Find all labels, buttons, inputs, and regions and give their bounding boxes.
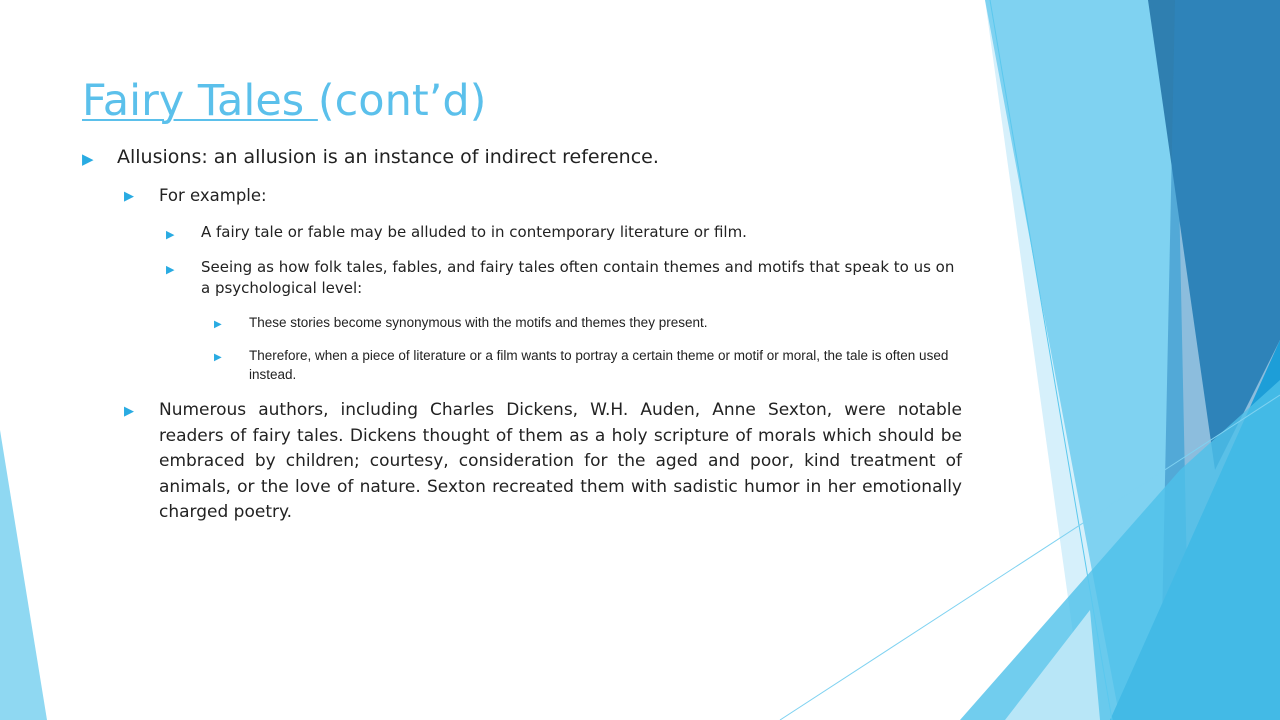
bullet-text: For example: — [159, 186, 267, 205]
slide-title — [82, 72, 486, 130]
bullet-text: These stories become synonymous with the motifs and themes they present. — [249, 315, 708, 330]
triangle-right-icon: ▶ — [214, 319, 222, 330]
triangle-right-icon: ▶ — [124, 404, 134, 419]
bullet-allusions — [82, 144, 962, 170]
triangle-right-icon: ▶ — [166, 228, 175, 241]
bullet-list — [82, 144, 962, 526]
triangle-right-icon: ▶ — [214, 352, 222, 363]
title-link[interactable]: Fairy Tales — [82, 76, 318, 126]
triangle-right-icon: ▶ — [166, 263, 175, 276]
bullet-text: Therefore, when a piece of literature or a film wants to portray a certain theme or motif or moral, the tale is often used instead. — [249, 348, 949, 382]
bullet-synonymous — [214, 313, 962, 332]
triangle-right-icon: ▶ — [82, 150, 94, 168]
triangle-right-icon: ▶ — [124, 189, 134, 204]
bullet-for-example — [124, 184, 962, 208]
bullet-therefore — [214, 346, 962, 384]
bullet-psychological — [166, 257, 962, 299]
bullet-text: Seeing as how folk tales, fables, and fairy tales often contain themes and motifs that speak to us on a psychological level: — [201, 258, 955, 297]
bullet-text: A fairy tale or fable may be alluded to in contemporary literature or film. — [201, 223, 747, 241]
bullet-numerous-authors — [124, 398, 962, 526]
bullet-alluded — [166, 222, 962, 243]
bullet-text: Allusions: an allusion is an instance of indirect reference. — [117, 146, 659, 168]
left-edge-shape — [0, 430, 47, 720]
title-suffix: (cont’d) — [317, 76, 487, 126]
bullet-text: Numerous authors, including Charles Dickens, W.H. Auden, Anne Sexton, were notable readers of fairy tales. Dickens thought of them as a holy scripture of morals which should be embraced by children; courtesy, consideration for the aged and poor, kind treatment of animals, or the love of nature. Sexton recreated them with sadistic humor in her emotionally charged poetry. — [159, 400, 962, 522]
